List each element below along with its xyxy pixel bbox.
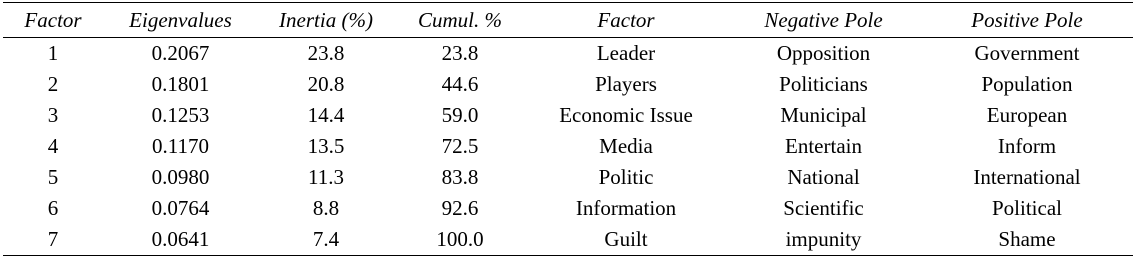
cell-factor-number: 1 [47, 41, 59, 65]
cell-factor-number: 6 [47, 196, 59, 220]
cell-positive-pole: Political [992, 196, 1062, 220]
header-cumulative: Cumul. % [418, 7, 502, 32]
cell-inertia: 8.8 [312, 196, 340, 220]
header-eigenvalues: Eigenvalues [129, 7, 232, 32]
cell-negative-pole: Entertain [785, 134, 862, 158]
table-row [3, 131, 1133, 162]
cell-inertia: 23.8 [307, 41, 345, 65]
cell-factor-name: Information [575, 196, 677, 220]
cell-negative-pole: Politicians [779, 72, 868, 96]
cell-positive-pole: Government [974, 41, 1080, 65]
cell-factor-number: 2 [47, 72, 59, 96]
table-header [3, 3, 1133, 38]
table-body [3, 38, 1133, 256]
cell-cumulative: 92.6 [441, 196, 479, 220]
cell-positive-pole: Population [981, 72, 1073, 96]
cell-negative-pole: Scientific [783, 196, 864, 220]
cell-positive-pole: Inform [997, 134, 1057, 158]
cell-positive-pole: International [973, 165, 1081, 189]
cell-inertia: 20.8 [307, 72, 345, 96]
cell-cumulative: 83.8 [441, 165, 479, 189]
table-row [3, 162, 1133, 193]
cell-cumulative: 72.5 [441, 134, 479, 158]
cell-inertia: 11.3 [308, 165, 344, 189]
cell-cumulative: 59.0 [441, 103, 479, 127]
cell-eigenvalue: 0.0641 [151, 227, 210, 251]
table-row [3, 69, 1133, 100]
cell-inertia: 7.4 [312, 227, 340, 251]
cell-factor-number: 5 [47, 165, 59, 189]
cell-negative-pole: impunity [785, 227, 862, 251]
cell-factor-name: Leader [596, 41, 656, 65]
header-row [3, 3, 1133, 38]
header-positive-pole: Positive Pole [971, 7, 1083, 32]
cell-factor-name: Guilt [604, 227, 648, 251]
table-row [3, 100, 1133, 131]
cell-cumulative: 44.6 [441, 72, 479, 96]
cell-eigenvalue: 0.2067 [151, 41, 210, 65]
cell-positive-pole: Shame [998, 227, 1056, 251]
header-factor-number: Factor [24, 7, 82, 32]
factor-table-container [0, 2, 1136, 256]
cell-cumulative: 23.8 [441, 41, 479, 65]
cell-factor-number: 3 [47, 103, 59, 127]
table-row [3, 193, 1133, 224]
cell-eigenvalue: 0.0764 [151, 196, 210, 220]
cell-negative-pole: Opposition [776, 41, 871, 65]
header-inertia: Inertia (%) [279, 7, 373, 32]
cell-negative-pole: Municipal [780, 103, 867, 127]
header-factor-name: Factor [597, 7, 655, 32]
cell-factor-name: Politic [598, 165, 654, 189]
cell-positive-pole: European [986, 103, 1068, 127]
cell-factor-number: 7 [47, 227, 59, 251]
cell-cumulative: 100.0 [436, 227, 484, 251]
header-negative-pole: Negative Pole [764, 7, 883, 32]
cell-factor-name: Media [599, 134, 653, 158]
cell-factor-name: Economic Issue [559, 103, 693, 127]
cell-inertia: 13.5 [307, 134, 345, 158]
cell-factor-number: 4 [47, 134, 59, 158]
cell-eigenvalue: 0.1170 [152, 134, 209, 158]
table-row [3, 224, 1133, 256]
cell-inertia: 14.4 [307, 103, 345, 127]
cell-eigenvalue: 0.1801 [151, 72, 210, 96]
table-row [3, 38, 1133, 70]
cell-eigenvalue: 0.1253 [151, 103, 210, 127]
cell-negative-pole: National [787, 165, 860, 189]
factor-analysis-table [3, 2, 1133, 256]
cell-eigenvalue: 0.0980 [151, 165, 210, 189]
cell-factor-name: Players [595, 72, 657, 96]
